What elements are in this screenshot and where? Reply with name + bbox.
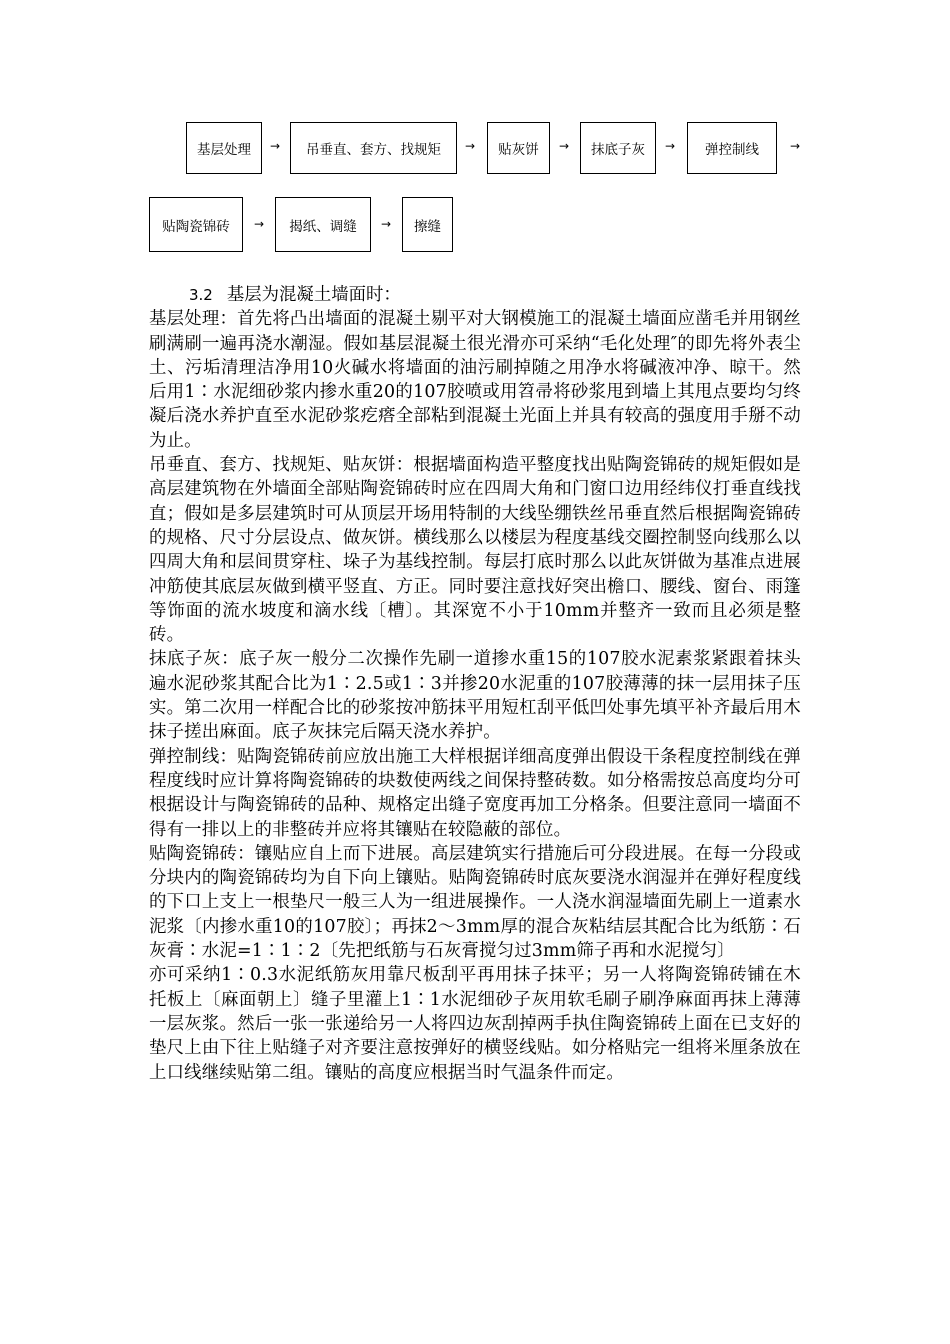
flow-step-mosaic-tiling: 贴陶瓷锦砖	[149, 197, 243, 252]
flow-arrow: →	[465, 139, 476, 153]
flow-arrow: →	[790, 139, 801, 153]
flow-arrow: →	[381, 217, 392, 231]
flow-arrow: →	[559, 139, 570, 153]
flow-step-base-coat: 抹底子灰	[580, 122, 656, 174]
paragraph-base-treatment: 基层处理：首先将凸出墙面的混凝土剔平对大钢模施工的混凝土墙面应凿毛并用钢丝刷满刷一遍再浇水潮湿。假如基层混凝土很光滑亦可采纳“毛化处理″的即先将外表尘土、污垢清理洁净用10火碱水将墙面的油污刷掉随之用净水将碱液冲净、晾干。然后用1∶水泥细砂浆内掺水重20的107胶喷或用笤帚将砂浆甩到墙上其甩点要均匀终凝后浇水养护直至水泥砂浆疙瘩全部粘到混凝土光面上并具有较高的强度用手掰不动为止。	[149, 309, 801, 451]
flow-arrow: →	[254, 217, 265, 231]
section-number: 3.2	[189, 286, 213, 304]
flow-step-plaster-dots: 贴灰饼	[487, 122, 550, 174]
section-heading	[189, 283, 801, 307]
paragraph-plumb-square: 吊垂直、套方、找规矩、贴灰饼：根据墙面构造平整度找出贴陶瓷锦砖的规矩假如是高层建筑物在外墙面全部贴陶瓷锦砖时应在四周大角和门窗口边用经纬仪打垂直线找直；假如是多层建筑时可从顶层开场用特制的大线坠绷铁丝吊垂直然后根据陶瓷锦砖的规格、尺寸分层设点、做灰饼。横线那么以楼层为程度基线交圈控制竖向线那么以四周大角和层间贯穿柱、垛子为基线控制。每层打底时那么以此灰饼做为基准点进展冲筋使其底层灰做到横平竖直、方正。同时要注意找好突出檐口、腰线、窗台、雨篷等饰面的流水坡度和滴水线〔槽〕。其深宽不小于10mm并整齐一致而且必须是整砖。	[149, 455, 801, 646]
flow-step-plumb-square: 吊垂直、套方、找规矩	[290, 122, 457, 174]
paragraph-mosaic-tiling: 贴陶瓷锦砖：镶贴应自上而下进展。高层建筑实行措施后可分段进展。在每一分段或分块内的陶瓷锦砖均为自下向上镶贴。贴陶瓷锦砖时底灰要浇水润湿并在弹好程度线的下口上支上一根垫尺一般三人为一组进展操作。一人浇水润湿墙面先刷上一道素水泥浆〔内掺水重10的107胶〕；再抹2～3mm厚的混合灰粘结层其配合比为纸筋∶石灰膏∶水泥=1∶1∶2〔先把纸筋与石灰膏搅匀过3mm筛子再和水泥搅匀〕	[149, 843, 801, 962]
flow-step-control-lines: 弹控制线	[687, 122, 777, 174]
flow-step-peel-adjust: 揭纸、调缝	[275, 197, 371, 252]
flow-step-base-treatment: 基层处理	[186, 122, 262, 174]
flow-step-grouting: 擦缝	[402, 197, 453, 252]
paragraph-base-coat: 抹底子灰：底子灰一般分二次操作先刷一道掺水重15的107胶水泥素浆紧跟着抹头遍水泥砂浆其配合比为1∶2.5或1∶3并掺20水泥重的107胶薄薄的抹一层用抹子压实。第二次用一样配合比的砂浆按冲筋抹平用短杠刮平低凹处事先填平补齐最后用木抹子搓出麻面。底子灰抹完后隔天浇水养护。	[149, 649, 801, 743]
flow-arrow: →	[270, 139, 281, 153]
paragraph-control-lines: 弹控制线：贴陶瓷锦砖前应放出施工大样根据详细高度弹出假设干条程度控制线在弹程度线时应计算将陶瓷锦砖的块数使两线之间保持整砖数。如分格需按总高度均分可根据设计与陶瓷锦砖的品种、规格定出缝子宽度再加工分格条。但要注意同一墙面不得有一排以上的非整砖并应将其镶贴在较隐蔽的部位。	[149, 746, 801, 840]
document-body	[149, 283, 801, 1085]
section-title: 基层为混凝土墙面时：	[226, 285, 401, 305]
flow-arrow: →	[665, 139, 676, 153]
paragraph-alternative-mortar: 亦可采纳1∶0.3水泥纸筋灰用靠尺板刮平再用抹子抹平；另一人将陶瓷锦砖铺在木托板上〔麻面朝上〕缝子里灌上1∶1水泥细砂子灰用软毛刷子刷净麻面再抹上薄薄一层灰浆。然后一张一张递给另一人将四边灰刮掉两手执住陶瓷锦砖上面在已支好的垫尺上由下往上贴缝子对齐要注意按弹好的横竖线贴。如分格贴完一组将米厘条放在上口线继续贴第二组。镶贴的高度应根据当时气温条件而定。	[149, 965, 801, 1083]
